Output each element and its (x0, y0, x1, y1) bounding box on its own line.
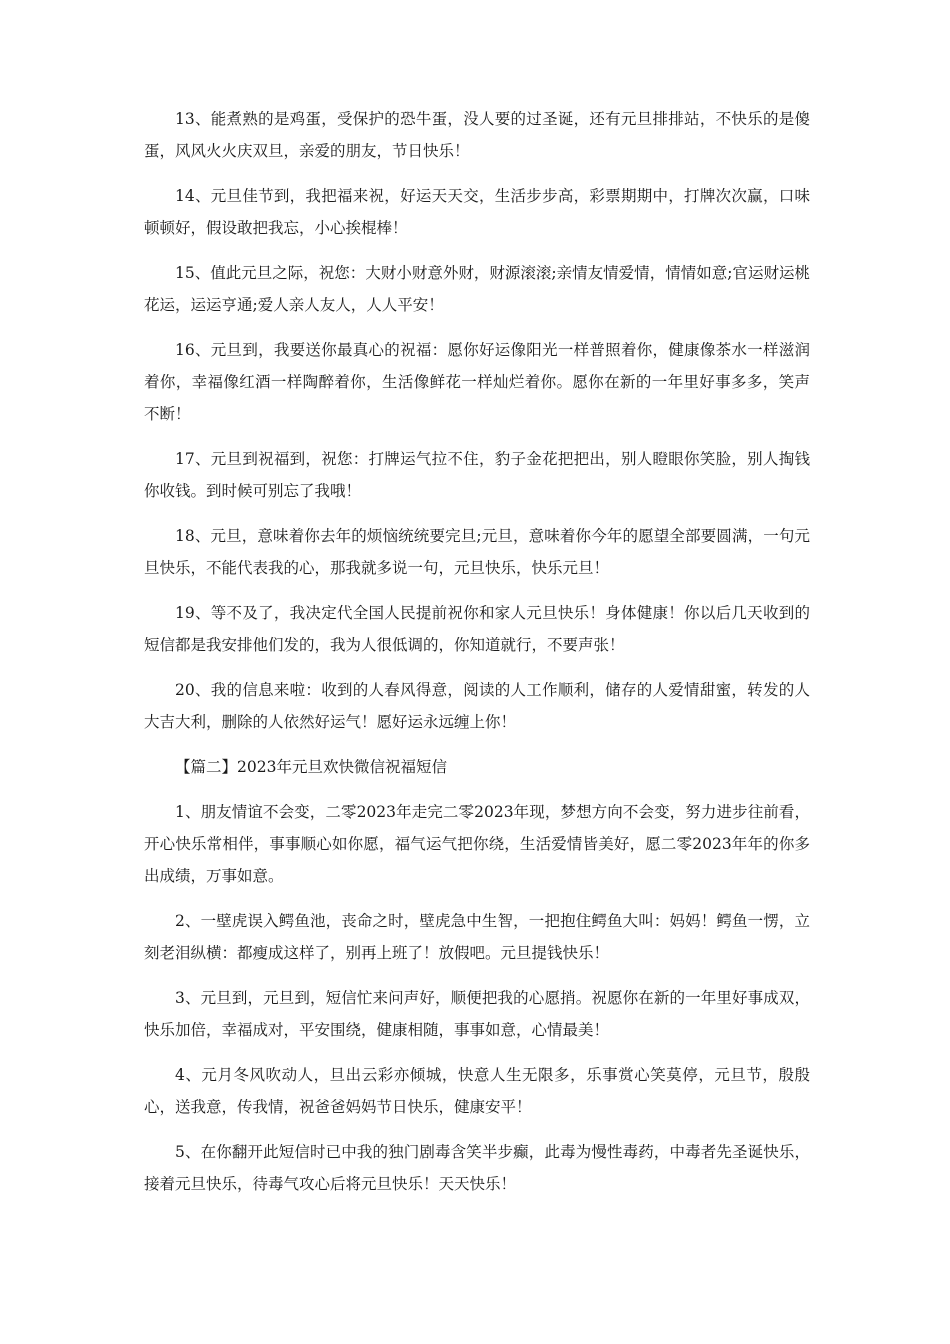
paragraph-part2-3: 3、元旦到，元旦到，短信忙来问声好，顺便把我的心愿捎。祝愿你在新的一年里好事成双，快乐加倍，幸福成对，平安围绕，健康相随，事事如意，心情最美！ (144, 989, 810, 1039)
paragraph-18: 18、元旦，意味着你去年的烦恼统统要完旦;元旦，意味着你今年的愿望全部要圆满，一句元旦快乐，不能代表我的心，那我就多说一句，元旦快乐，快乐元旦！ (144, 527, 810, 577)
paragraph-14: 14、元旦佳节到，我把福来祝，好运天天交，生活步步高，彩票期期中，打牌次次赢，口味顿顿好，假设敢把我忘，小心挨棍棒！ (144, 187, 810, 237)
paragraph-19: 19、等不及了，我决定代全国人民提前祝你和家人元旦快乐！身体健康！你以后几天收到的短信都是我安排他们发的，我为人很低调的，你知道就行，不要声张！ (144, 604, 810, 654)
paragraph-20: 20、我的信息来啦：收到的人春风得意，阅读的人工作顺利，储存的人爱情甜蜜，转发的人大吉大利，删除的人依然好运气！愿好运永远缠上你！ (144, 681, 810, 731)
document-page (144, 103, 810, 1213)
paragraph-part2-5: 5、在你翻开此短信时已中我的独门剧毒含笑半步癫，此毒为慢性毒药，中毒者先圣诞快乐，接着元旦快乐，待毒气攻心后将元旦快乐！天天快乐！ (144, 1143, 810, 1193)
section-heading: 【篇二】2023年元旦欢快微信祝福短信 (175, 758, 447, 776)
paragraph-part2-2: 2、一壁虎误入鳄鱼池，丧命之时，壁虎急中生智，一把抱住鳄鱼大叫：妈妈！鳄鱼一愣，立刻老泪纵横：都瘦成这样了，别再上班了！放假吧。元旦提钱快乐！ (144, 912, 810, 962)
paragraph-part2-4: 4、元月冬风吹动人，旦出云彩亦倾城，快意人生无限多，乐事赏心笑莫停，元旦节，殷殷心，送我意，传我情，祝爸爸妈妈节日快乐，健康安平！ (144, 1066, 810, 1116)
paragraph-16: 16、元旦到，我要送你最真心的祝福：愿你好运像阳光一样普照着你，健康像茶水一样滋润着你，幸福像红酒一样陶醉着你，生活像鲜花一样灿烂着你。愿你在新的一年里好事多多，笑声不断！ (144, 341, 810, 423)
paragraph-13: 13、能煮熟的是鸡蛋，受保护的恐牛蛋，没人要的过圣诞，还有元旦排排站，不快乐的是傻蛋，风风火火庆双旦，亲爱的朋友，节日快乐！ (144, 110, 810, 160)
paragraph-part2-1: 1、朋友情谊不会变，二零2023年走完二零2023年现，梦想方向不会变，努力进步往前看，开心快乐常相伴，事事顺心如你愿，福气运气把你绕，生活爱情皆美好，愿二零2023年年的你多出成绩，万事如意。 (144, 803, 810, 885)
paragraph-15: 15、值此元旦之际，祝您：大财小财意外财，财源滚滚;亲情友情爱情，情情如意;官运财运桃花运，运运亨通;爱人亲人友人，人人平安！ (144, 264, 810, 314)
paragraph-17: 17、元旦到祝福到，祝您：打牌运气拉不住，豹子金花把把出，别人瞪眼你笑脸，别人掏钱你收钱。到时候可别忘了我哦！ (144, 450, 810, 500)
